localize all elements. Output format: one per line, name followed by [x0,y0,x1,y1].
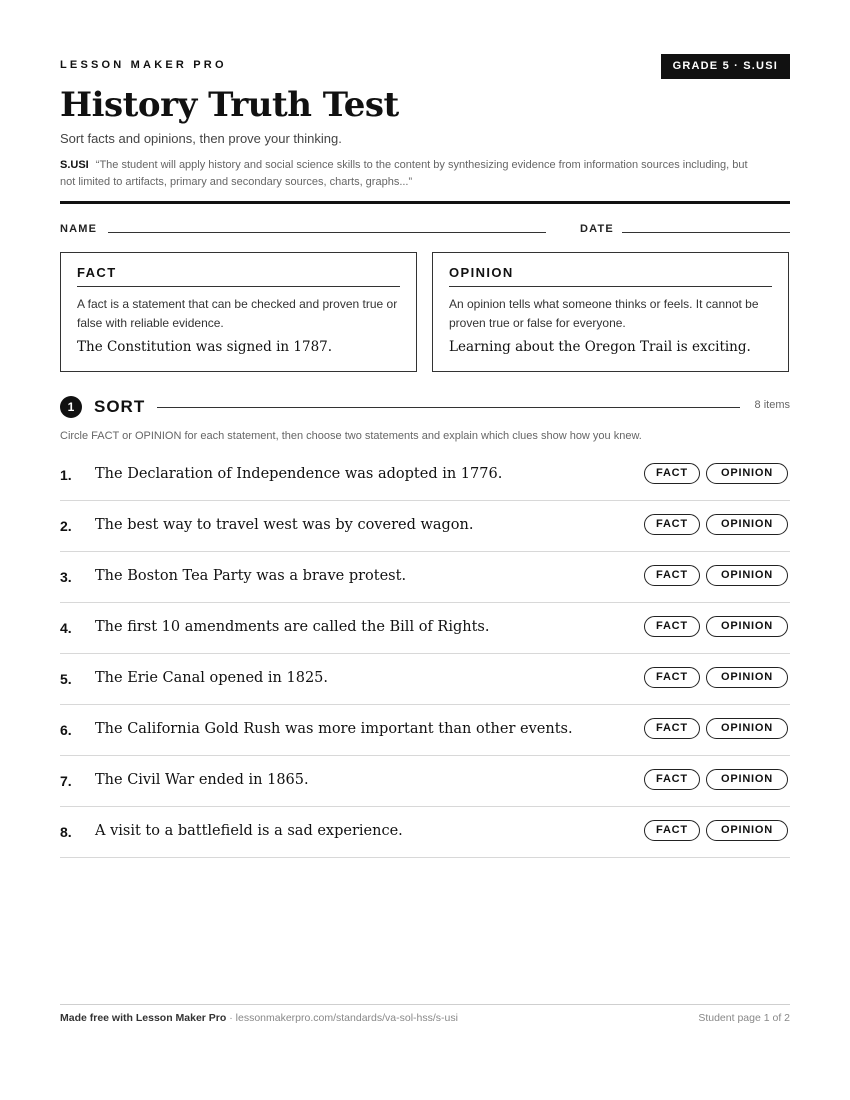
opinion-definition-text: An opinion tells what someone thinks or feels. It cannot be proven true or false for everyone. [449,297,759,330]
name-field[interactable] [108,232,546,233]
opinion-example: Learning about the Oregon Trail is exciting. [449,339,751,355]
opinion-choice-button[interactable]: OPINION [706,565,788,586]
statement-row [60,501,790,552]
date-label: DATE [580,223,614,235]
statement-text: The Civil War ended in 1865. [95,772,309,788]
section-instructions: Circle FACT or OPINION for each statement, then choose two statements and explain which clues show how you knew. [60,430,642,442]
opinion-choice-button[interactable]: OPINION [706,616,788,637]
statement-text: The California Gold Rush was more important than other events. [95,721,573,737]
statement-row [60,756,790,807]
standard-statement [60,157,750,191]
fact-heading: FACT [77,265,400,287]
fact-choice-button[interactable]: FACT [644,718,700,739]
header-divider [60,201,790,204]
footer-divider [60,1004,790,1005]
fact-choice-button[interactable]: FACT [644,514,700,535]
statement-row [60,705,790,756]
opinion-choice-button[interactable]: OPINION [706,718,788,739]
statement-number: 6. [60,722,72,738]
statement-text: A visit to a battlefield is a sad experience. [95,823,403,839]
footer-url: · lessonmakerpro.com/standards/va-sol-hss/s-usi [226,1012,458,1024]
statement-text: The Erie Canal opened in 1825. [95,670,329,686]
section-divider [157,407,740,408]
standard-text: “The student will apply history and social science skills to the content by synthesizing evidence from information sources including, but not limited to artifacts, primary and secondary sources, charts, graphs...” [60,159,748,188]
statement-row [60,807,790,858]
fact-example: The Constitution was signed in 1787. [77,339,333,355]
footer-page-number: Student page 1 of 2 [698,1012,790,1024]
statement-number: 1. [60,467,72,483]
section-item-count: 8 items [754,399,790,411]
statement-row [60,654,790,705]
grade-badge: GRADE 5 · S.USI [661,54,790,79]
statement-row [60,552,790,603]
fact-definition-box [60,252,417,372]
statement-text: The Boston Tea Party was a brave protest. [95,568,407,584]
footer-made-with: Made free with Lesson Maker Pro [60,1012,227,1024]
statement-text: The first 10 amendments are called the Bill of Rights. [95,619,490,635]
opinion-choice-button[interactable]: OPINION [706,769,788,790]
statement-number: 7. [60,773,72,789]
fact-choice-button[interactable]: FACT [644,616,700,637]
fact-choice-button[interactable]: FACT [644,565,700,586]
opinion-choice-button[interactable]: OPINION [706,514,788,535]
fact-choice-button[interactable]: FACT [644,820,700,841]
brand-name: LESSON MAKER PRO [60,59,227,71]
standard-code: S.USI [60,159,89,171]
date-field[interactable] [622,232,790,233]
fact-choice-button[interactable]: FACT [644,769,700,790]
opinion-heading: OPINION [449,265,772,287]
statement-row [60,450,790,501]
statement-text: The best way to travel west was by covered wagon. [95,517,474,533]
opinion-choice-button[interactable]: OPINION [706,463,788,484]
statement-number: 4. [60,620,72,636]
page-subtitle: Sort facts and opinions, then prove your thinking. [60,131,342,146]
statement-number: 3. [60,569,72,585]
name-label: NAME [60,223,98,235]
statement-number: 5. [60,671,72,687]
section-title: SORT [94,397,146,416]
footer-credit [60,1012,458,1024]
fact-choice-button[interactable]: FACT [644,463,700,484]
statement-text: The Declaration of Independence was adopted in 1776. [95,466,503,482]
statement-list [60,450,790,858]
statement-row [60,603,790,654]
worksheet-page [60,0,790,1100]
fact-choice-button[interactable]: FACT [644,667,700,688]
fact-definition-text: A fact is a statement that can be checked and proven true or false with reliable evidence. [77,297,398,330]
opinion-choice-button[interactable]: OPINION [706,667,788,688]
opinion-definition-box [432,252,789,372]
opinion-choice-button[interactable]: OPINION [706,820,788,841]
page-title: History Truth Test [60,85,399,125]
statement-number: 8. [60,824,72,840]
section-number-badge: 1 [60,396,82,418]
statement-number: 2. [60,518,72,534]
